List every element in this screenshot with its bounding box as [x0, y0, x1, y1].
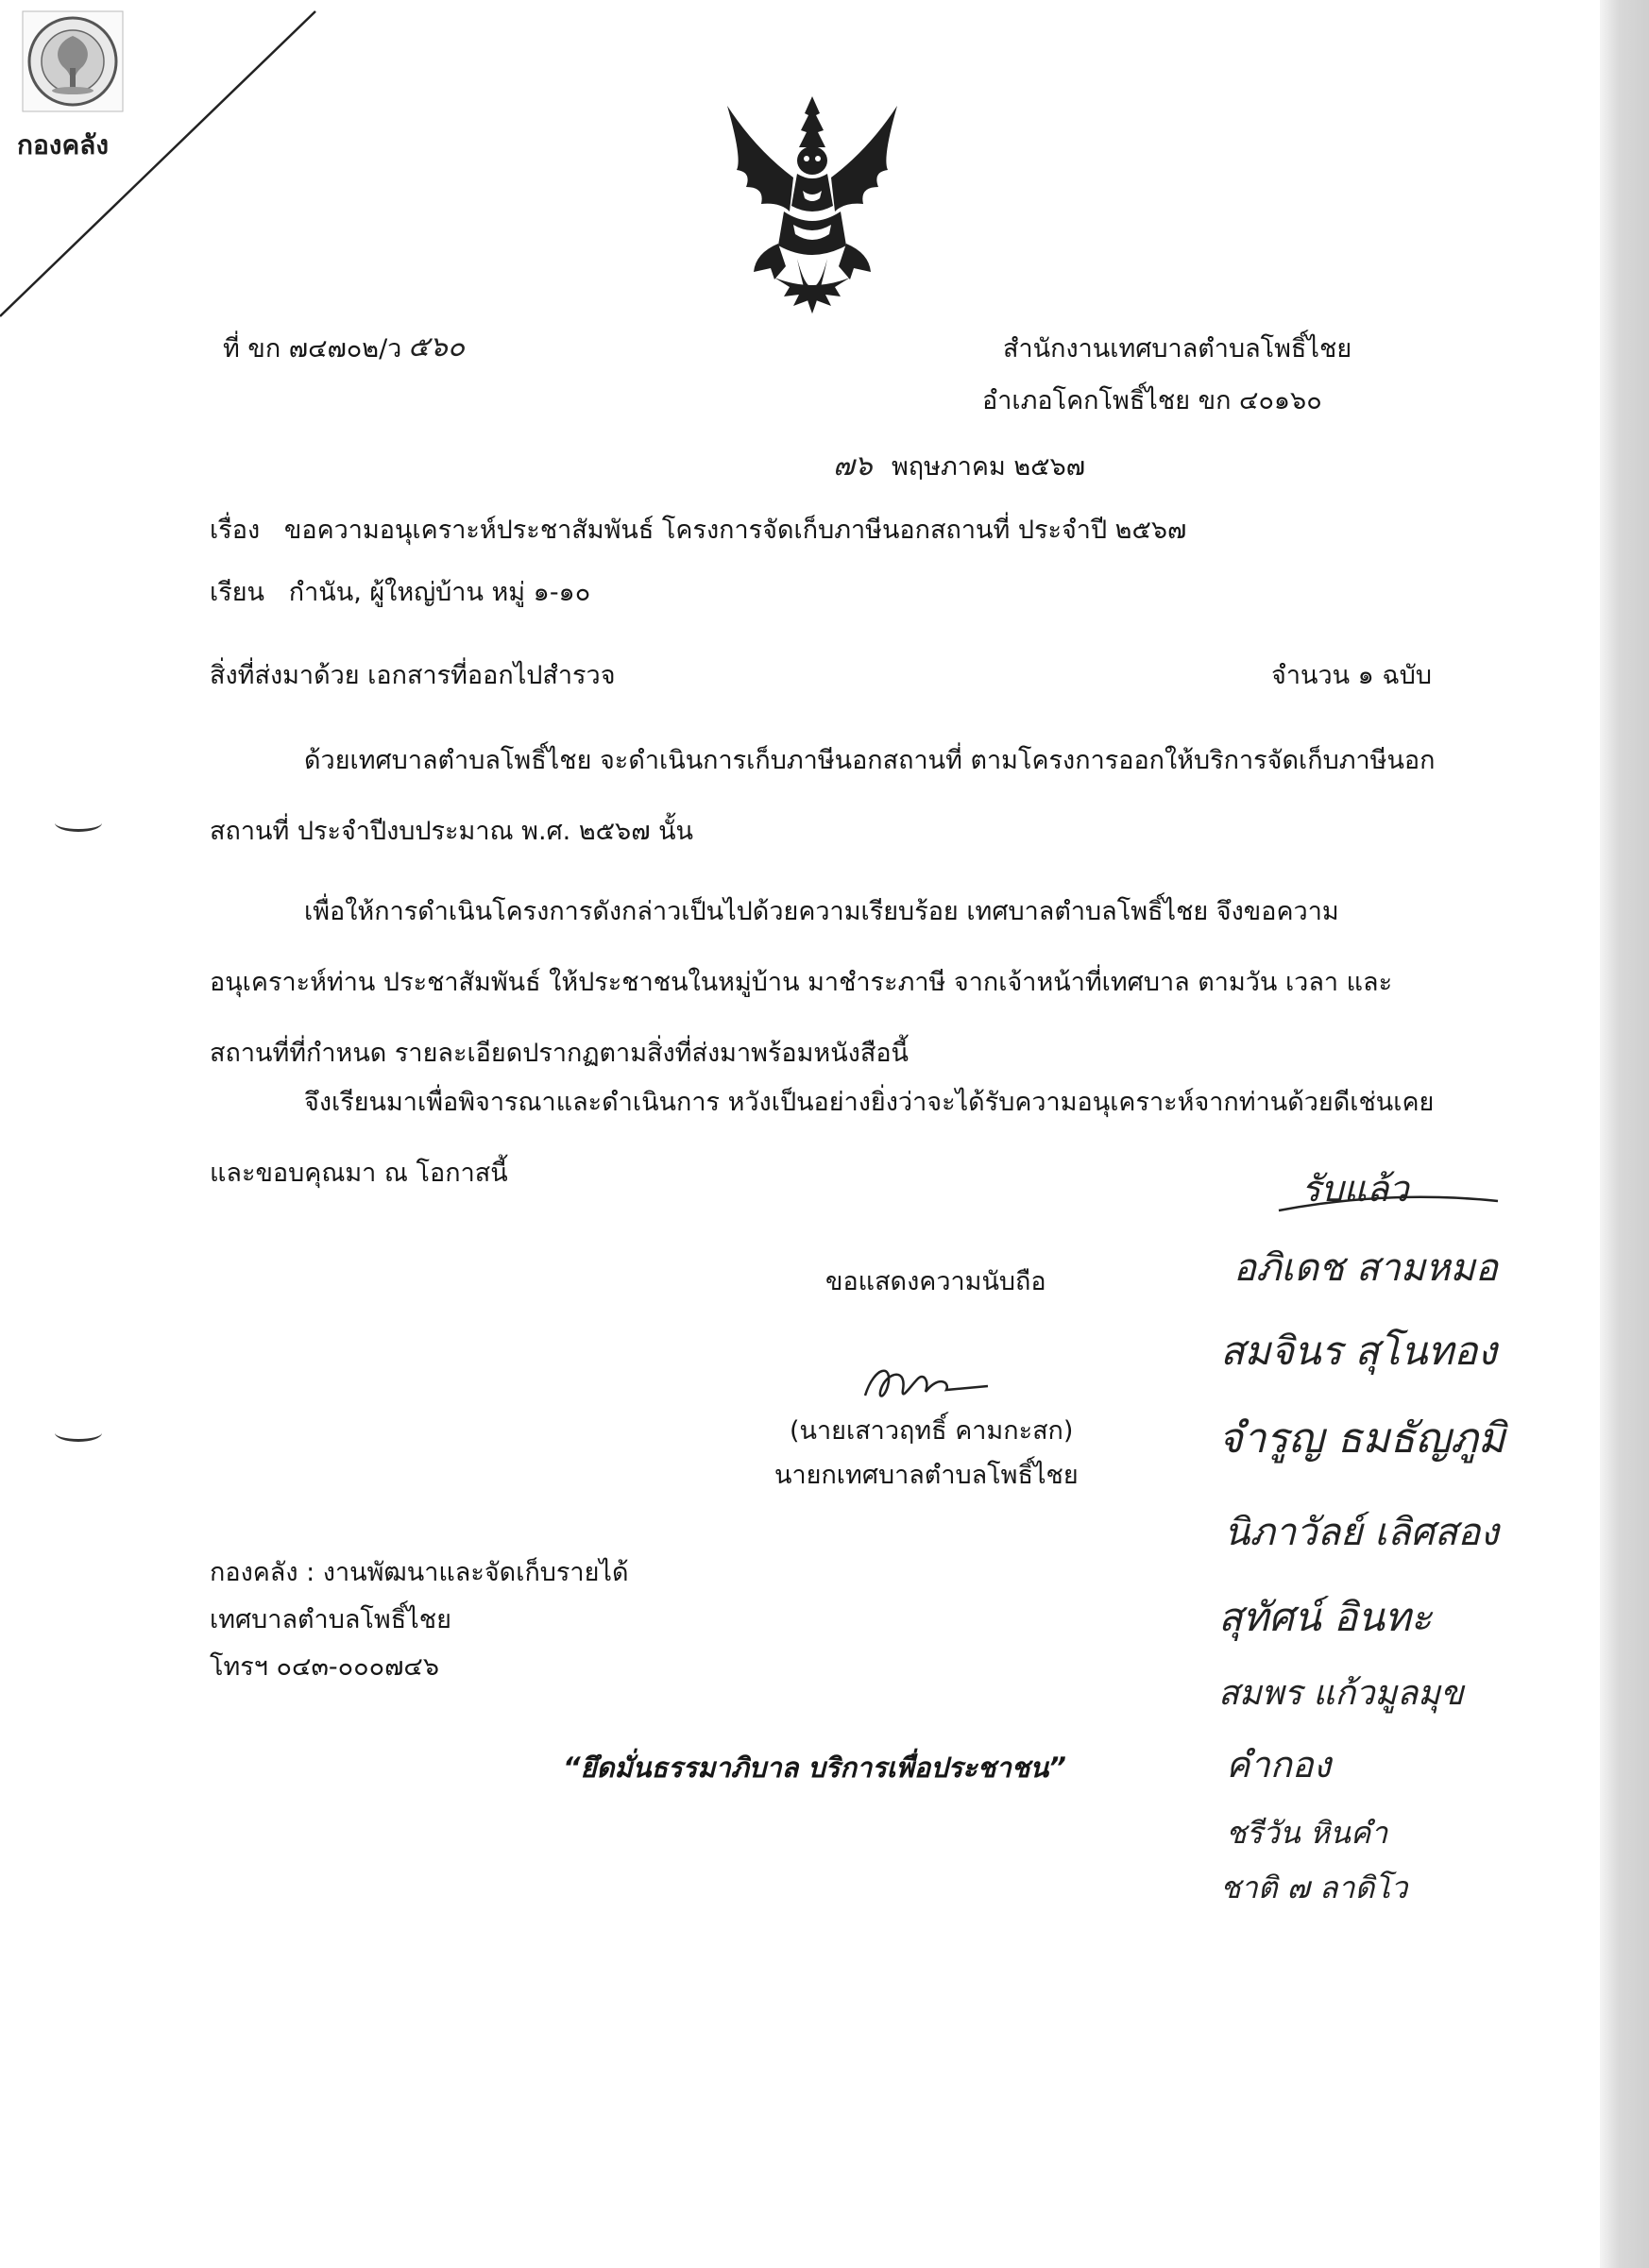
- subject-text: ขอความอนุเคราะห์ประชาสัมพันธ์ โครงการจัดเก็บภาษีนอกสถานที่ ประจำปี ๒๕๖๗: [283, 516, 1187, 545]
- department-stamp-label: กองคลัง: [17, 129, 110, 161]
- doc-number: ที่ ขก ๗๔๗๐๒/ว: [223, 334, 402, 364]
- signer-name: (นายเสาวฤทธิ์ คามกะสก): [790, 1416, 1074, 1446]
- addressee-line: [210, 576, 590, 610]
- signer-title: นายกเทศบาลตำบลโพธิ์ไชย: [774, 1461, 1079, 1490]
- acknowledged-underline: [1275, 1188, 1502, 1216]
- contact-line-3: โทรฯ ๐๔๓-๐๐๐๗๔๖: [210, 1652, 439, 1682]
- letter-date: พฤษภาคม ๒๕๖๗: [892, 452, 1086, 482]
- enclosure-quantity: จำนวน ๑ ฉบับ: [1271, 661, 1433, 690]
- scan-edge-shadow: [1600, 0, 1649, 2268]
- handwritten-name: ชาติ ๗ ลาดิโว: [1220, 1870, 1408, 1905]
- mayor-signature: [856, 1358, 997, 1411]
- handwritten-acknowledged: รับแล้ว: [1301, 1168, 1409, 1210]
- handwritten-name: คำกอง: [1226, 1744, 1332, 1786]
- handwritten-name: อภิเดช สามหมอ: [1233, 1246, 1498, 1290]
- subject-line: [210, 514, 1186, 548]
- office-motto: “ยึดมั่นธรรมาภิบาล บริการเพื่อประชาชน”: [563, 1752, 1066, 1784]
- handwritten-name: จำรูญ ธมธัญภูมิ: [1218, 1414, 1505, 1463]
- office-name: สำนักงานเทศบาลตำบลโพธิ์ไชย: [1003, 334, 1352, 364]
- date-day-handwritten: ๗๖: [833, 449, 873, 482]
- handwritten-name: นิภาวัลย์ เลิศสอง: [1224, 1511, 1499, 1554]
- doc-number-handwritten: ๕๖๐: [408, 330, 466, 364]
- body-paragraph-2: เพื่อให้การดำเนินโครงการดังกล่าวเป็นไปด้วยความเรียบร้อย เทศบาลตำบลโพธิ์ไชย จึงขอความอนุเคราะห์ท่าน ประชาสัมพันธ์ ให้ประชาชนในหมู่บ้าน มาชำระภาษี จากเจ้าหน้าที่เทศบาล ตามวัน เวลา และสถานที่ที่กำหนด รายละเอียดปรากฏตามสิ่งที่ส่งมาพร้อมหนังสือนี้: [210, 897, 1393, 1068]
- body-paragraph-1: ด้วยเทศบาลตำบลโพธิ์ไชย จะดำเนินการเก็บภาษีนอกสถานที่ ตามโครงการออกให้บริการจัดเก็บภาษีนอกสถานที่ ประจำปีงบประมาณ พ.ศ. ๒๕๖๗ นั้น: [210, 746, 1436, 846]
- contact-line-2: เทศบาลตำบลโพธิ์ไชย: [210, 1605, 451, 1634]
- office-seal-stamp: [21, 9, 125, 113]
- office-address: อำเภอโคกโพธิ์ไชย ขก ๔๐๑๖๐: [982, 386, 1322, 415]
- handwritten-name: สุทัศน์ อินทะ: [1218, 1594, 1433, 1640]
- punch-hole-mark: [55, 814, 102, 832]
- handwritten-name: สมจินร สุโนทอง: [1220, 1328, 1497, 1374]
- addressee-text: กำนัน, ผู้ใหญ่บ้าน หมู่ ๑-๑๐: [288, 578, 591, 607]
- body-paragraph-3: จึงเรียนมาเพื่อพิจารณาและดำเนินการ หวังเป็นอย่างยิ่งว่าจะได้รับความอนุเคราะห์จากท่านด้วยดีเช่นเคยและขอบคุณมา ณ โอกาสนี้: [210, 1088, 1435, 1188]
- contact-line-1: กองคลัง : งานพัฒนาและจัดเก็บรายได้: [210, 1558, 629, 1587]
- punch-hole-mark: [55, 1424, 102, 1442]
- enclosure-text: สิ่งที่ส่งมาด้วย เอกสารที่ออกไปสำรวจ: [210, 661, 616, 690]
- subject-label: เรื่อง: [210, 516, 261, 545]
- handwritten-name: สมพร แก้วมูลมุข: [1218, 1674, 1464, 1713]
- closing-salutation: ขอแสดงความนับถือ: [825, 1267, 1046, 1296]
- garuda-emblem: [718, 93, 907, 317]
- addressee-label: เรียน: [210, 578, 265, 607]
- handwritten-name: ชรีวัน หินคำ: [1226, 1815, 1388, 1851]
